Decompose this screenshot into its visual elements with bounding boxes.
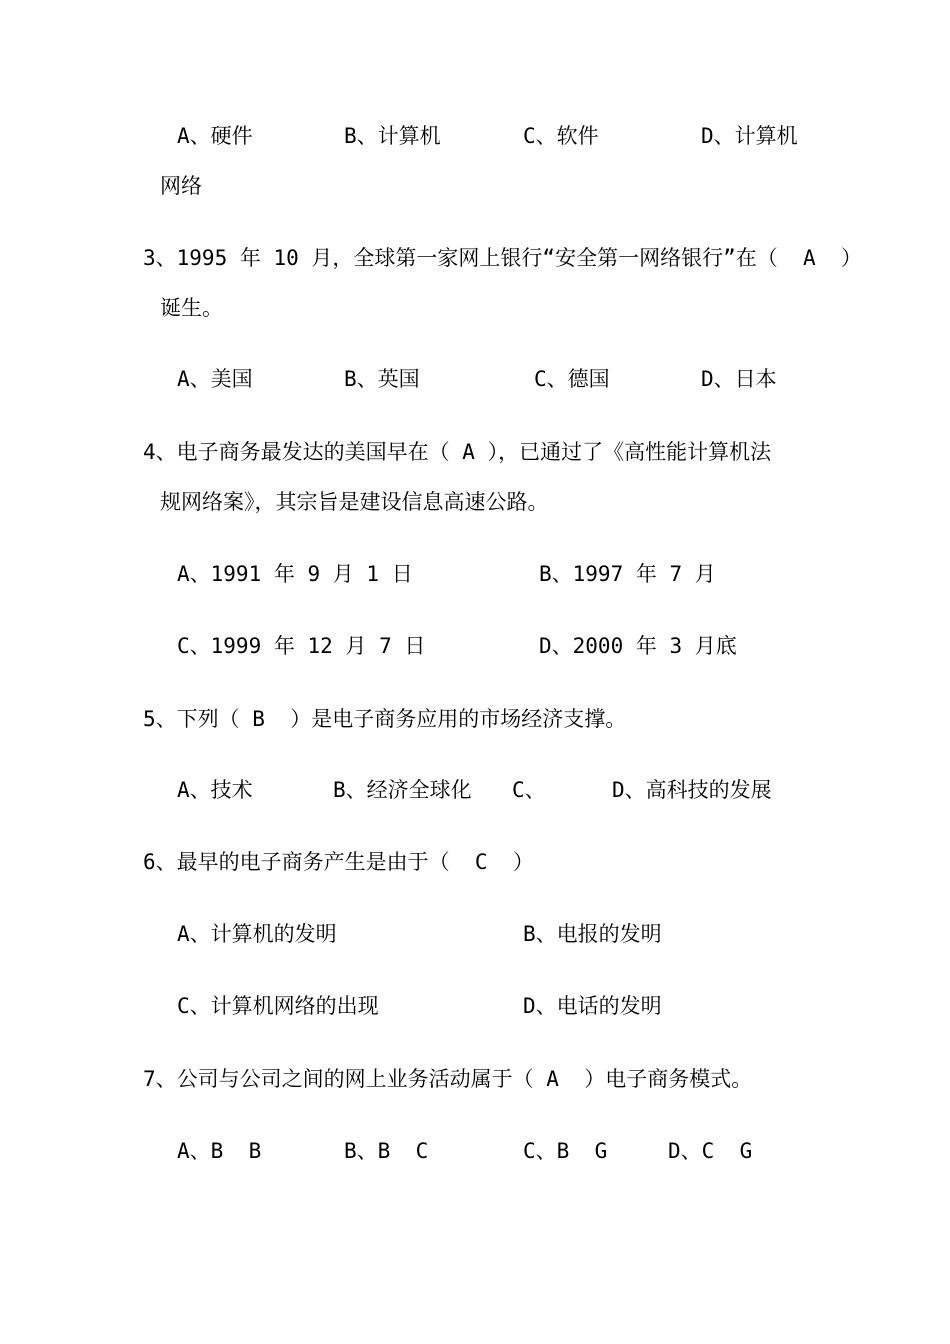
q3-stem-line2: 诞生。 (160, 296, 223, 320)
q4-stem-line2: 规网络案》，其宗旨是建设信息高速公路。 (160, 490, 549, 514)
q6-option-c: C、计算机网络的出现 (177, 994, 379, 1018)
q2-option-d-wrap: 网络 (160, 174, 202, 198)
q3-option-c: C、德国 (534, 367, 610, 391)
q7-option-a: A、B B (177, 1139, 262, 1163)
q4-option-a: A、1991 年 9 月 1 日 (177, 562, 413, 586)
q4-option-c: C、1999 年 12 月 7 日 (177, 634, 426, 658)
q6-option-b: B、电报的发明 (523, 922, 662, 946)
q4-option-b: B、1997 年 7 月 (539, 562, 716, 586)
q7-stem-line1: 7、公司与公司之间的网上业务活动属于（ A ）电子商务模式。 (143, 1067, 753, 1091)
q5-option-c: C、 (512, 778, 546, 802)
q2-option-a: A、硬件 (177, 124, 253, 148)
q6-stem-line1: 6、最早的电子商务产生是由于（ C ） (143, 850, 534, 874)
q5-option-d: D、高科技的发展 (612, 778, 772, 802)
q3-option-d: D、日本 (701, 367, 777, 391)
q4-option-d: D、2000 年 3 月底 (539, 634, 737, 658)
q2-option-b: B、计算机 (344, 124, 441, 148)
q5-stem-line1: 5、下列（ B ）是电子商务应用的市场经济支撑。 (143, 707, 627, 731)
q2-option-c: C、软件 (523, 124, 599, 148)
q3-stem-line1: 3、1995 年 10 月，全球第一家网上银行“安全第一网络银行”在（ A ） (143, 246, 862, 270)
q7-option-b: B、B C (344, 1139, 429, 1163)
q3-option-a: A、美国 (177, 367, 253, 391)
q5-option-b: B、经济全球化 (333, 778, 472, 802)
q4-stem-line1: 4、电子商务最发达的美国早在（ A ），已通过了《高性能计算机法 (143, 440, 772, 464)
q5-option-a: A、技术 (177, 778, 253, 802)
q6-option-d: D、电话的发明 (523, 994, 662, 1018)
q7-option-c: C、B G (523, 1139, 608, 1163)
q3-option-b: B、英国 (344, 367, 420, 391)
q7-option-d: D、C G (668, 1139, 753, 1163)
q2-option-d: D、计算机 (701, 124, 798, 148)
q6-option-a: A、计算机的发明 (177, 922, 337, 946)
